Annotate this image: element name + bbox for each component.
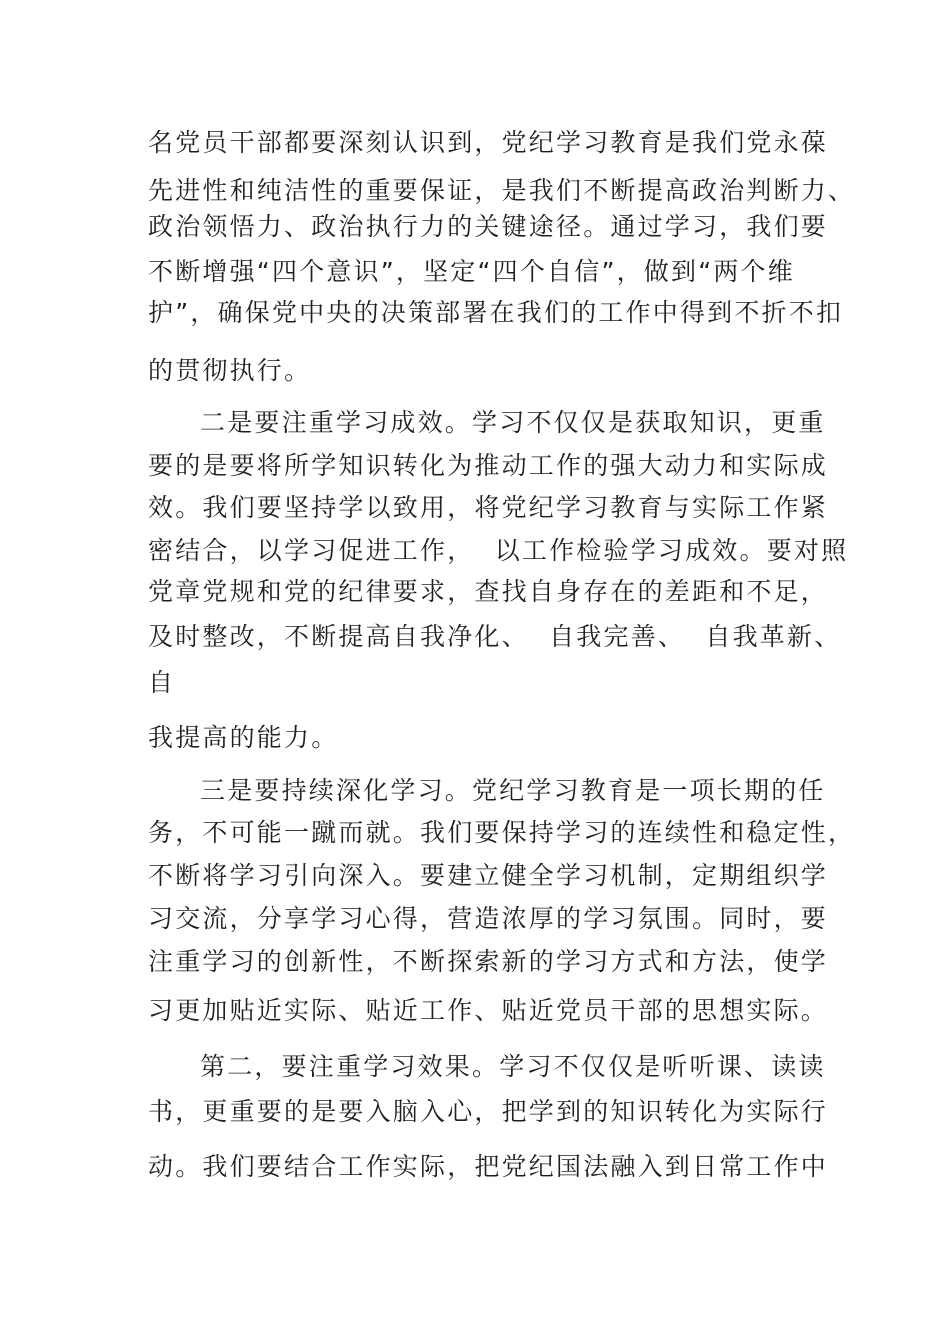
text-line: 自 [148, 668, 176, 697]
text-line: 护”，确保党中央的决策部署在我们的工作中得到不折不扣 [148, 298, 844, 327]
paragraph-start-line: 二是要注重学习成效。学习不仅仅是获取知识，更重 [200, 408, 826, 437]
text-line: 务，不可能一蹴而就。我们要保持学习的连续性和稳定性， [148, 818, 856, 847]
text-line: 及时整改，不断提高自我净化、 自我完善、 自我革新、 [148, 622, 842, 651]
text-line: 要的是要将所学知识转化为推动工作的强大动力和实际成 [148, 451, 829, 480]
text-line: 先进性和纯洁性的重要保证，是我们不断提高政治判断力、 [148, 176, 856, 205]
text-line: 书，更重要的是要入脑入心，把学到的知识转化为实际行 [148, 1097, 829, 1126]
text-line: 党章党规和党的纪律要求，查找自身存在的差距和不足， [148, 577, 829, 606]
text-line: 动。我们要结合工作实际，把党纪国法融入到日常工作中 [148, 1152, 829, 1181]
text-line: 注重学习的创新性，不断探索新的学习方式和方法，使学 [148, 947, 829, 976]
paragraph-start-line: 第二，要注重学习效果。学习不仅仅是听听课、读读 [200, 1052, 826, 1081]
text-line: 名党员干部都要深刻认识到，党纪学习教育是我们党永葆 [148, 128, 829, 157]
text-line: 习交流，分享学习心得，营造浓厚的学习氛围。同时，要 [148, 904, 829, 933]
text-line: 密结合，以学习促进工作， 以工作检验学习成效。要对照 [148, 536, 849, 565]
text-line: 的贯彻执行。 [148, 356, 312, 385]
text-line: 不断增强“四个意识”，坚定“四个自信”，做到“两个维 [148, 257, 795, 286]
text-line: 习更加贴近实际、贴近工作、贴近党员干部的思想实际。 [148, 996, 829, 1025]
text-line: 效。我们要坚持学以致用，将党纪学习教育与实际工作紧 [148, 493, 829, 522]
text-line: 我提高的能力。 [148, 723, 339, 752]
text-line: 不断将学习引向深入。要建立健全学习机制，定期组织学 [148, 861, 829, 890]
text-line: 政治领悟力、政治执行力的关键途径。通过学习，我们要 [148, 212, 829, 241]
paragraph-start-line: 三是要持续深化学习。党纪学习教育是一项长期的任 [200, 776, 826, 805]
